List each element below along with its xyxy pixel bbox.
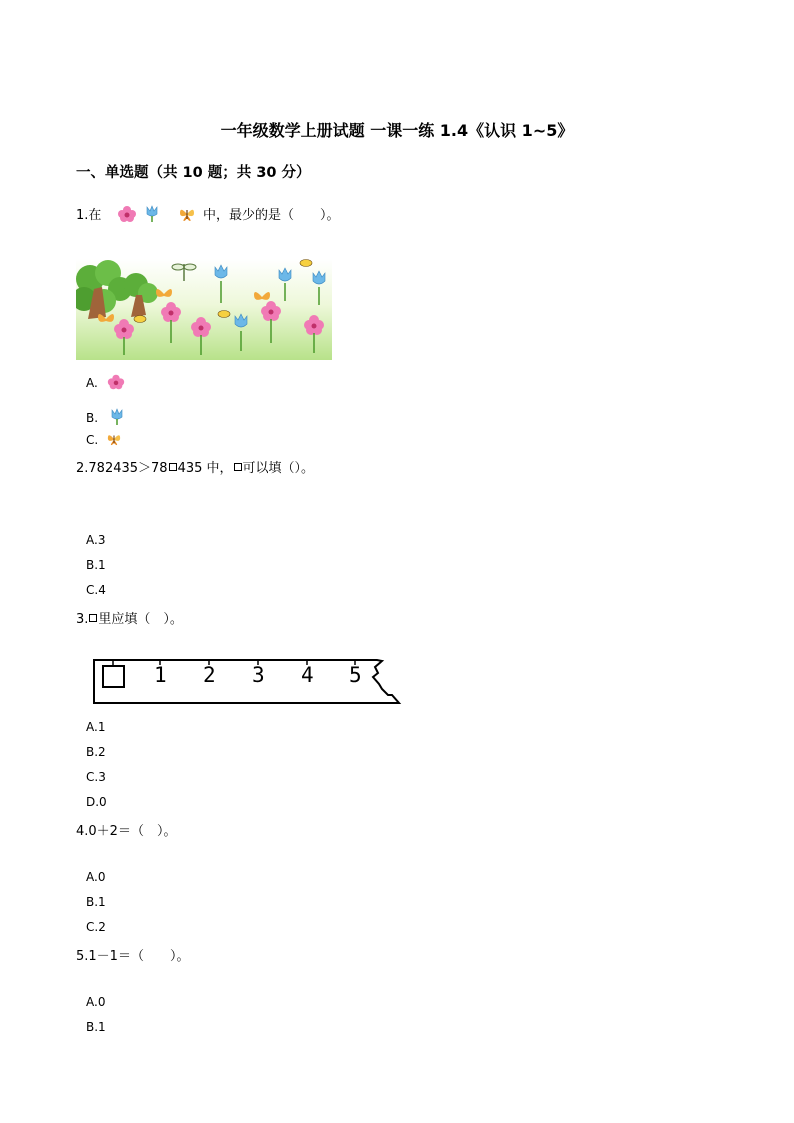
option-b[interactable]: B.1: [86, 1020, 106, 1034]
butterfly-icon: [106, 432, 122, 449]
question-3-text: 里应填（ ）。: [98, 612, 183, 627]
pink-flower-icon: [116, 206, 138, 226]
option-c[interactable]: C.2: [86, 920, 106, 934]
option-a[interactable]: A.0: [86, 995, 106, 1009]
option-label: A.: [86, 376, 98, 390]
section-heading: 一、单选题（共 10 题；共 30 分）: [76, 165, 311, 181]
option-c[interactable]: C.4: [86, 583, 106, 597]
question-1-suffix: 中，最少的是（ ）。: [202, 208, 340, 223]
pink-flower-icon: [106, 374, 126, 393]
option-c[interactable]: C.3: [86, 770, 106, 784]
option-a[interactable]: A.0: [86, 870, 106, 884]
question-1-prefix: 在: [88, 208, 102, 223]
ruler-number: 1: [154, 663, 167, 687]
question-2-text-a: 782435＞78: [88, 461, 168, 476]
option-c[interactable]: [86, 432, 125, 449]
ruler-number: 5: [349, 663, 362, 687]
ruler-number: 4: [301, 663, 314, 687]
question-2-text-c: 可以填（）。: [242, 461, 315, 476]
blank-box-icon: [234, 463, 242, 471]
question-number: 3.: [76, 612, 89, 627]
ruler-figure: [92, 657, 402, 707]
question-5: 5.1－1＝（ ）。: [76, 949, 190, 964]
question-number: 1.: [76, 208, 89, 223]
flower-garden-picture: [76, 259, 332, 360]
option-a[interactable]: A.1: [86, 720, 106, 734]
option-a[interactable]: [86, 374, 129, 393]
ruler-number: 2: [203, 663, 216, 687]
butterfly-icon: [178, 206, 196, 226]
question-3: [76, 608, 183, 627]
blank-box-icon: [89, 614, 97, 622]
option-d[interactable]: D.0: [86, 795, 107, 809]
question-2-text-b: 435 中，: [177, 461, 233, 476]
blue-flower-icon: [145, 205, 159, 227]
question-4: 4.0＋2＝（ ）。: [76, 824, 177, 839]
option-a[interactable]: A.3: [86, 533, 106, 547]
question-2: [76, 457, 314, 476]
question-1: [76, 204, 340, 227]
option-b[interactable]: B.1: [86, 558, 106, 572]
blank-box-icon: [169, 463, 177, 471]
page-title: 一年级数学上册试题 一课一练 1.4《认识 1~5》: [220, 121, 574, 140]
option-b[interactable]: B.1: [86, 895, 106, 909]
blue-flower-icon: [110, 408, 124, 429]
option-label: C.: [86, 433, 99, 447]
question-number: 2.: [76, 461, 89, 476]
option-label: B.: [86, 411, 99, 425]
ruler-number: 3: [252, 663, 265, 687]
option-b[interactable]: B.2: [86, 745, 106, 759]
option-b[interactable]: [86, 408, 127, 429]
